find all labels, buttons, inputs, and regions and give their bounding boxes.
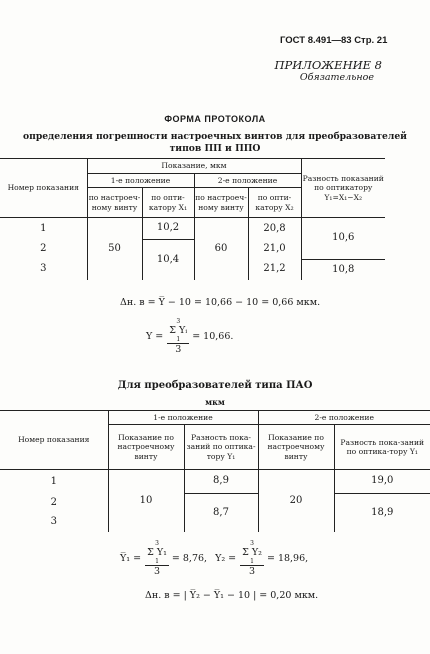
- sum-icon: Σ: [169, 325, 176, 336]
- diff2-value-a: 19,0: [334, 470, 430, 494]
- appendix-subtitle: Обязательное: [299, 72, 374, 83]
- sum-lower-limit: 1: [176, 336, 181, 343]
- sum-lower-limit: 1: [250, 558, 254, 565]
- formula-y-mean: [146, 318, 233, 355]
- formula-y-fraction: [167, 318, 189, 355]
- sum-upper-limit: 3: [250, 540, 254, 547]
- sum-upper-limit: 3: [155, 540, 159, 547]
- screw1-value: 10: [108, 470, 184, 532]
- formula-y2-fraction: [240, 540, 264, 577]
- formula-y-means: [120, 540, 308, 577]
- row-number: 1: [0, 470, 108, 494]
- diff1-value-b: 8,7: [184, 494, 258, 532]
- sum-variable: Y₁: [156, 547, 167, 558]
- sum-lower-limit: 1: [155, 558, 159, 565]
- row-number: 1: [0, 218, 87, 240]
- formula-delta-2: Δн. в = | Y̅₂ − Y̅₁ − 10 | = 0,20 мкм.: [145, 590, 319, 601]
- formula-y2-rhs: = 18,96,: [266, 553, 309, 564]
- row-number: 2: [0, 240, 87, 260]
- protocol-title: ФОРМА ПРОТОКОЛА: [164, 114, 266, 124]
- page-header: ГОСТ 8.491—83 Стр. 21: [280, 35, 388, 46]
- indicator1-value-a: 10,2: [142, 218, 194, 240]
- formula-y1-lhs: Y̅₁ =: [120, 553, 142, 564]
- diff1-header: Разность пока-заний по оптика-тору Y₁: [184, 425, 258, 470]
- position1-header: 1-е положение: [87, 174, 194, 188]
- formula-delta-1: Δн. в = Y̅ − 10 = 10,66 − 10 = 0,66 мкм.: [120, 297, 321, 308]
- protocol-subtitle-line1: определения погрешности настроечных винтов для преобразователей: [23, 131, 407, 142]
- formula-y1-fraction: [145, 540, 169, 577]
- sub-screw1-header: по настроеч-ному винту: [87, 188, 142, 218]
- row-number: 2: [0, 494, 108, 514]
- formula-y-lhs: Y =: [146, 331, 164, 342]
- sum-icon: Σ: [242, 547, 249, 558]
- screw1-header: Показание по настроечному винту: [108, 425, 184, 470]
- sub-indicator2-header: по опти-катору X₂: [248, 188, 301, 218]
- sum-icon: Σ: [147, 547, 154, 558]
- protocol-subtitle-line2: типов ПП и ППО: [169, 143, 261, 154]
- row-number: 3: [0, 260, 87, 280]
- diff2-value-b: 18,9: [334, 494, 430, 532]
- formula-y1-denominator: 3: [153, 566, 160, 577]
- pao-title: Для преобразователей типа ПАО: [117, 380, 313, 391]
- row-number: 3: [0, 514, 108, 532]
- col-readings-header: Показание, мкм: [87, 159, 301, 174]
- indicator2-value: 21,0: [248, 240, 301, 260]
- col-number-header: Номер показания: [0, 411, 108, 470]
- diff-value-b: 10,8: [301, 260, 385, 280]
- formula-y2-lhs: Y₂ =: [215, 553, 237, 564]
- indicator2-value: 21,2: [248, 260, 301, 280]
- sum-variable: Y₂: [251, 547, 262, 558]
- table-protocol-pao: [0, 410, 430, 532]
- formula-y-denominator: 3: [175, 344, 182, 355]
- sum-variable: Yᵢ: [179, 325, 188, 336]
- position2-header: 2-е положение: [258, 411, 430, 425]
- sum-upper-limit: 3: [176, 318, 181, 325]
- formula-y2-denominator: 3: [249, 566, 256, 577]
- indicator2-value: 20,8: [248, 218, 301, 240]
- pao-unit: мкм: [205, 397, 225, 407]
- screw2-header: Показание по настроечному винту: [258, 425, 334, 470]
- col-diff-header: Разность показаний по оптикатору Y₁=X₁−X₂: [301, 159, 385, 218]
- diff1-value-a: 8,9: [184, 470, 258, 494]
- position1-header: 1-е положение: [108, 411, 258, 425]
- appendix-title: ПРИЛОЖЕНИЕ 8: [274, 58, 382, 72]
- formula-y-rhs: = 10,66.: [192, 331, 234, 342]
- sub-screw2-header: по настроеч-ному винту: [194, 188, 248, 218]
- position2-header: 2-е положение: [194, 174, 301, 188]
- col-number-header: Номер показания: [0, 159, 87, 218]
- screw2-value: 20: [258, 470, 334, 532]
- diff-value-a: 10,6: [301, 218, 385, 260]
- screw1-value: 50: [87, 218, 142, 280]
- diff2-header: Разность пока-заний по оптика-тору Y₁: [334, 425, 430, 470]
- screw2-value: 60: [194, 218, 248, 280]
- sub-indicator1-header: по опти-катору X₁: [142, 188, 194, 218]
- indicator1-value-b: 10,4: [142, 240, 194, 280]
- formula-y1-rhs: = 8,76,: [171, 553, 208, 564]
- table-protocol-pp: [0, 158, 385, 280]
